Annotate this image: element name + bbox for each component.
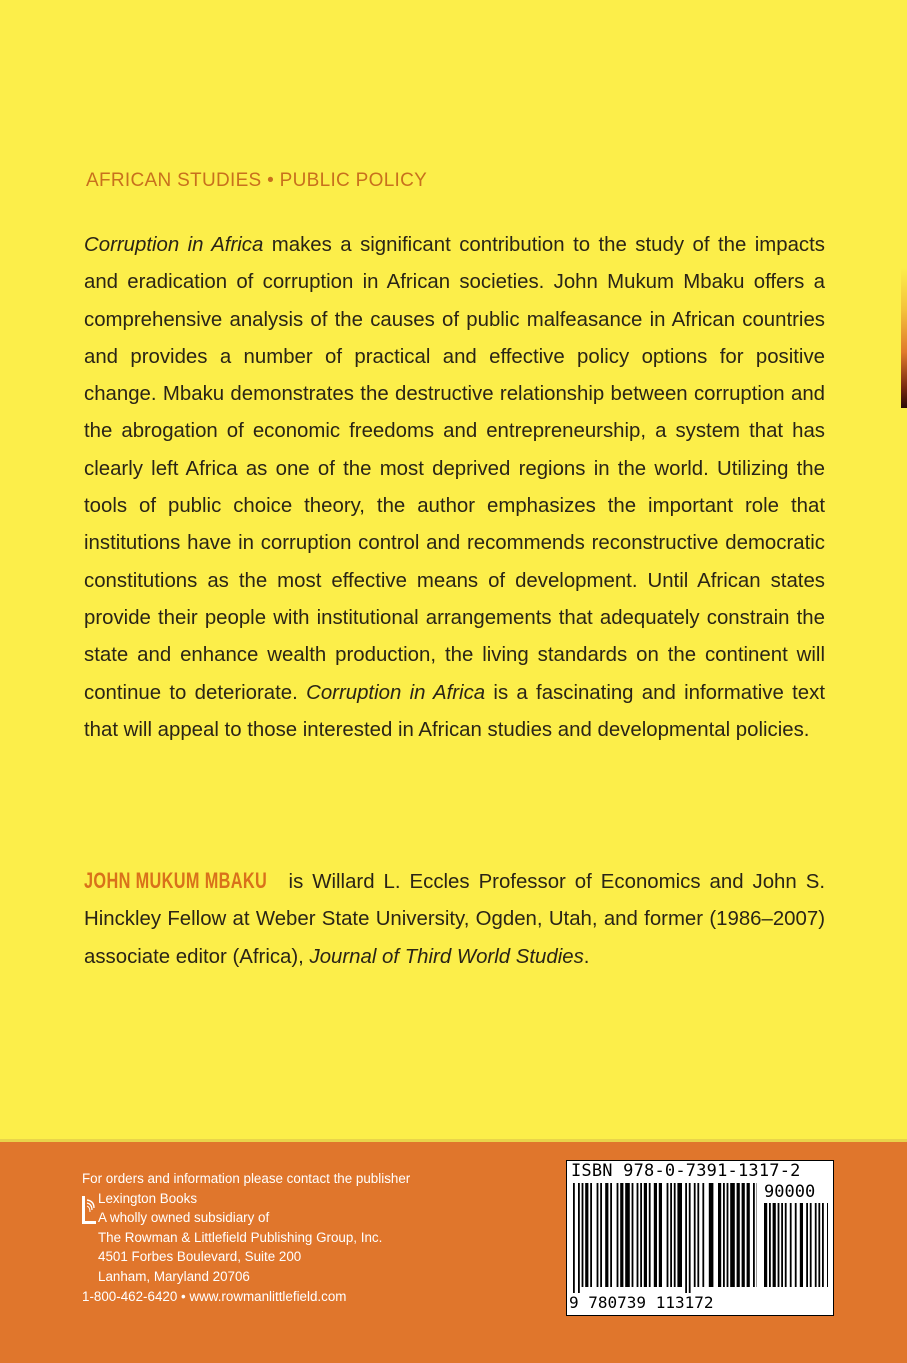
publisher-contact: 1-800-462-6420 • www.rowmanlittlefield.com [82, 1287, 410, 1307]
bio-text: is Willard L. Eccles Professor of Economics and John S. Hinckley Fellow at Weber State University, Ogden, Utah, and former (1986–2007) associate editor (Africa), [84, 871, 825, 968]
publisher-subsidiary: A wholly owned subsidiary of [82, 1208, 410, 1228]
publisher-intro: For orders and information please contact the publisher [82, 1169, 410, 1189]
description-text: is a fascinating and informative text that will appeal to those interested in African studies and developmental policies. [84, 682, 825, 741]
book-title-italic: Corruption in Africa [84, 234, 263, 256]
journal-title: Journal of Third World Studies [310, 946, 584, 968]
book-title-italic: Corruption in Africa [306, 682, 485, 704]
author-name: JOHN MUKUM MBAKU [84, 862, 267, 899]
bio-text-end: . [584, 946, 590, 968]
publisher-address-line-1: 4501 Forbes Boulevard, Suite 200 [82, 1247, 410, 1267]
book-description [84, 227, 825, 749]
ean-barcode-bars [573, 1183, 757, 1295]
cover-image-edge [901, 268, 907, 408]
publisher-name: Lexington Books [82, 1189, 410, 1209]
addon-barcode-bars [764, 1203, 828, 1295]
isbn-barcode [566, 1160, 834, 1316]
isbn-label: ISBN 978-0-7391-1317-2 [571, 1161, 801, 1181]
author-bio [84, 862, 825, 976]
publisher-info [82, 1169, 410, 1306]
subject-category: AFRICAN STUDIES • PUBLIC POLICY [86, 170, 427, 192]
publisher-address-line-2: Lanham, Maryland 20706 [82, 1267, 410, 1287]
ean-digits: 9 780739 113172 [569, 1293, 714, 1312]
publisher-group: The Rowman & Littlefield Publishing Group, Inc. [82, 1228, 410, 1248]
description-text: makes a significant contribution to the study of the impacts and eradication of corruption in African societies. John Mukum Mbaku offers a comprehensive analysis of the causes of public malfeasance in African countries and provides a number of practical and effective policy options for positive change. Mbaku demonstrates the destructive relationship between corruption and the abrogation of economic freedoms and entrepreneurship, a system that has clearly left Africa as one of the most deprived regions in the world. Utilizing the tools of public choice theory, the author emphasizes the important role that institutions have in corruption control and recommends reconstructive democratic constitutions as the most effective means of development. Until African states provide their people with institutional arrangements that adequately constrain the state and enhance wealth production, the living standards on the continent will continue to deteriorate. [84, 234, 825, 704]
barcode-addon-digits: 90000 [764, 1182, 815, 1202]
